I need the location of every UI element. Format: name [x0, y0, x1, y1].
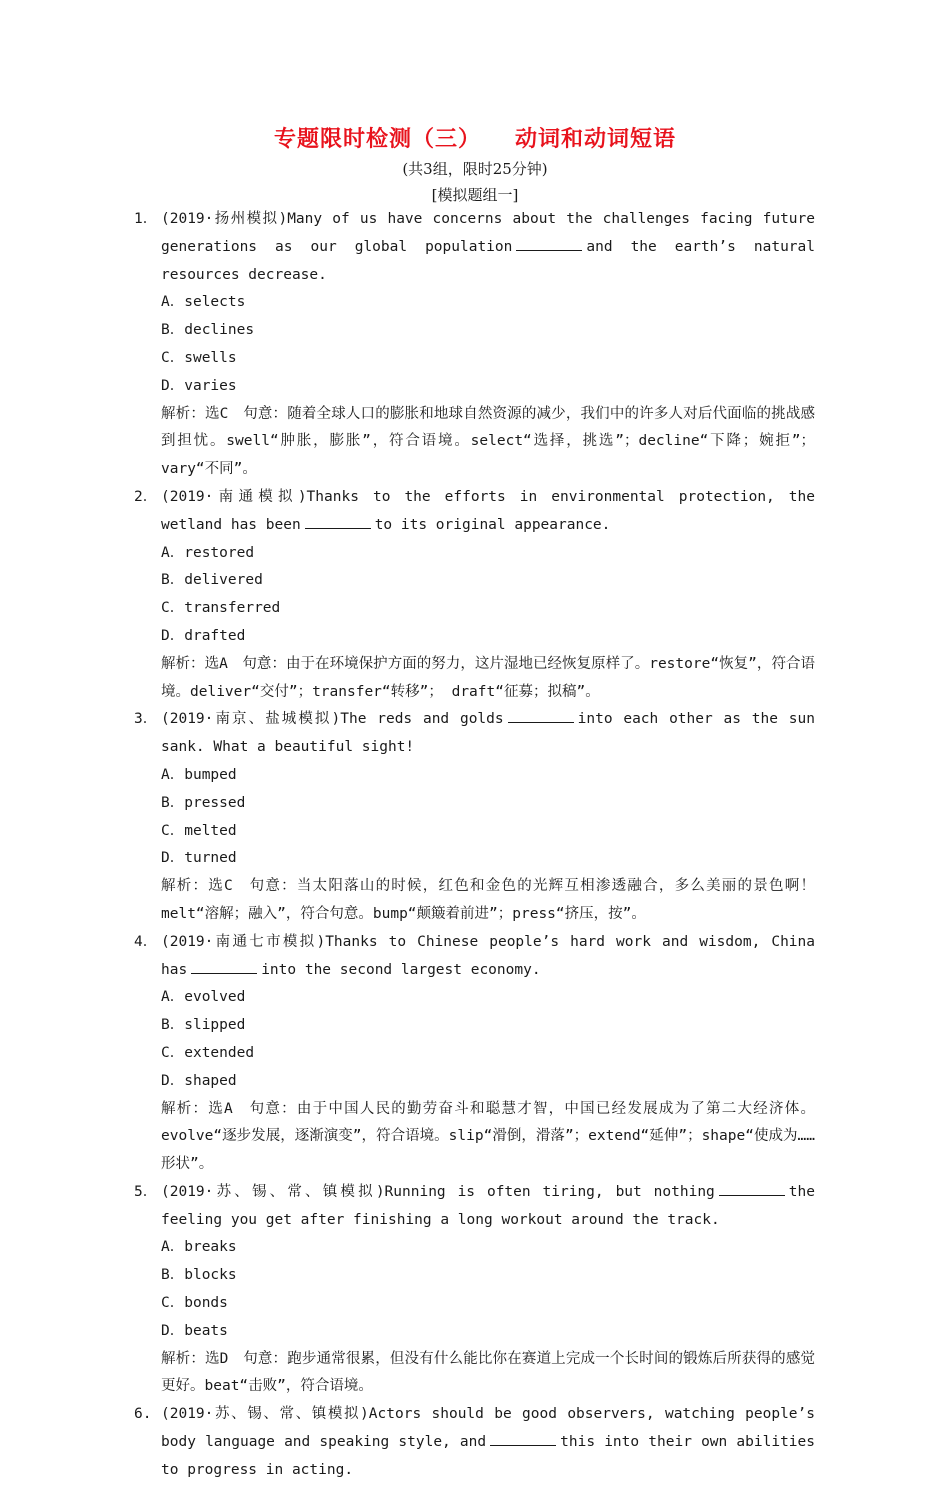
options: [161, 1234, 815, 1345]
answer-blank: [508, 707, 574, 723]
option-d: D．shaped: [161, 1072, 237, 1089]
question-1: [134, 206, 815, 484]
question-number: 1．: [134, 211, 158, 227]
page-title: [0, 122, 950, 153]
option-a: A．evolved: [161, 989, 246, 1006]
option-c: C．melted: [161, 822, 237, 839]
options: [161, 289, 815, 400]
option-c: C．transferred: [161, 600, 281, 617]
question-stem: (2019·扬州模拟)Many of us have concerns about the challenges facing future generations as our global population and the earth’s natural resources decrease.: [161, 211, 815, 283]
subtitle: (共3组，限时25分钟): [402, 160, 548, 178]
option-b: B．blocks: [161, 1267, 237, 1284]
answer-blank: [719, 1180, 785, 1196]
title-main: 专题限时检测（三）: [273, 127, 481, 152]
question-stem: (2019·南通模拟)Thanks to the efforts in environmental protection, the wetland has been to its original appearance.: [161, 488, 815, 533]
question-number: 6.: [134, 1406, 152, 1423]
option-c: C．extended: [161, 1044, 255, 1061]
option-b: B．delivered: [161, 572, 263, 589]
explanation: 解析：选A 句意：由于中国人民的勤劳奋斗和聪慧才智，中国已经发展成为了第二大经济体。evolve“逐步发展，逐渐演变”，符合语境。slip“滑倒，滑落”；extend“延伸”；shape“使成为……形状”。: [161, 1100, 815, 1173]
question-number: 5．: [134, 1183, 158, 1200]
question-5: [134, 1179, 815, 1401]
answer-blank: [490, 1430, 556, 1446]
options: [161, 984, 815, 1095]
option-d: D．varies: [161, 377, 237, 394]
group-label: [模拟题组一]: [431, 186, 519, 204]
question-stem: (2019·苏、锡、常、镇模拟)Running is often tiring, but nothing the feeling you get after finishing a long workout around the track.: [161, 1179, 815, 1235]
option-a: A．selects: [161, 294, 246, 311]
question-number: 4．: [134, 933, 158, 950]
question-6: [134, 1401, 815, 1484]
answer-blank: [305, 513, 371, 529]
answer-blank: [191, 958, 257, 974]
explanation: 解析：选A 句意：由于在环境保护方面的努力，这片湿地已经恢复原样了。restore“恢复”，符合语境。deliver“交付”；transfer“转移”； draft“征募；拟稿”。: [161, 655, 815, 700]
option-b: B．declines: [161, 322, 255, 339]
explanation: 解析：选C 句意：当太阳落山的时候，红色和金色的光辉互相渗透融合，多么美丽的景色啊！melt“溶解；融入”，符合句意。bump“颠簸着前进”；press“挤压，按”。: [161, 878, 815, 922]
option-d: D．turned: [161, 850, 237, 867]
option-d: D．drafted: [161, 627, 246, 644]
options: [161, 540, 815, 651]
options: [161, 762, 815, 873]
question-stem: (2019·南通七市模拟)Thanks to Chinese people’s hard work and wisdom, China has into the second largest economy.: [161, 933, 815, 978]
answer-blank: [516, 235, 582, 251]
option-c: C．swells: [161, 349, 237, 366]
explanation: 解析：选D 句意：跑步通常很累，但没有什么能比你在赛道上完成一个长时间的锻炼后所获得的感觉更好。beat“击败”，符合语境。: [161, 1350, 815, 1395]
question-stem: (2019·苏、锡、常、镇模拟)Actors should be good observers, watching people’s body language and speaking style, and this into their own abilities to progress in acting.: [161, 1406, 815, 1478]
question-number: 3．: [134, 711, 158, 728]
option-b: B．slipped: [161, 1017, 246, 1034]
explanation: 解析：选C 句意：随着全球人口的膨胀和地球自然资源的减少，我们中的许多人对后代面临的挑战感到担忧。swell“肿胀，膨胀”，符合语境。select“选择，挑选”；decline“下降；婉拒”；vary“不同”。: [161, 405, 815, 478]
option-a: A．bumped: [161, 766, 237, 783]
question-stem: (2019·南京、盐城模拟)The reds and golds into each other as the sun sank. What a beautiful sight!: [161, 706, 815, 762]
question-4: [134, 929, 815, 1179]
option-a: A．restored: [161, 544, 255, 561]
question-2: [134, 484, 815, 706]
question-number: 2．: [134, 488, 158, 505]
question-list: [134, 206, 815, 1485]
option-b: B．pressed: [161, 794, 246, 811]
option-a: A．breaks: [161, 1239, 237, 1256]
question-3: [134, 706, 815, 928]
title-topic: 动词和动词短语: [515, 127, 677, 152]
option-c: C．bonds: [161, 1295, 228, 1312]
option-d: D．beats: [161, 1322, 228, 1339]
